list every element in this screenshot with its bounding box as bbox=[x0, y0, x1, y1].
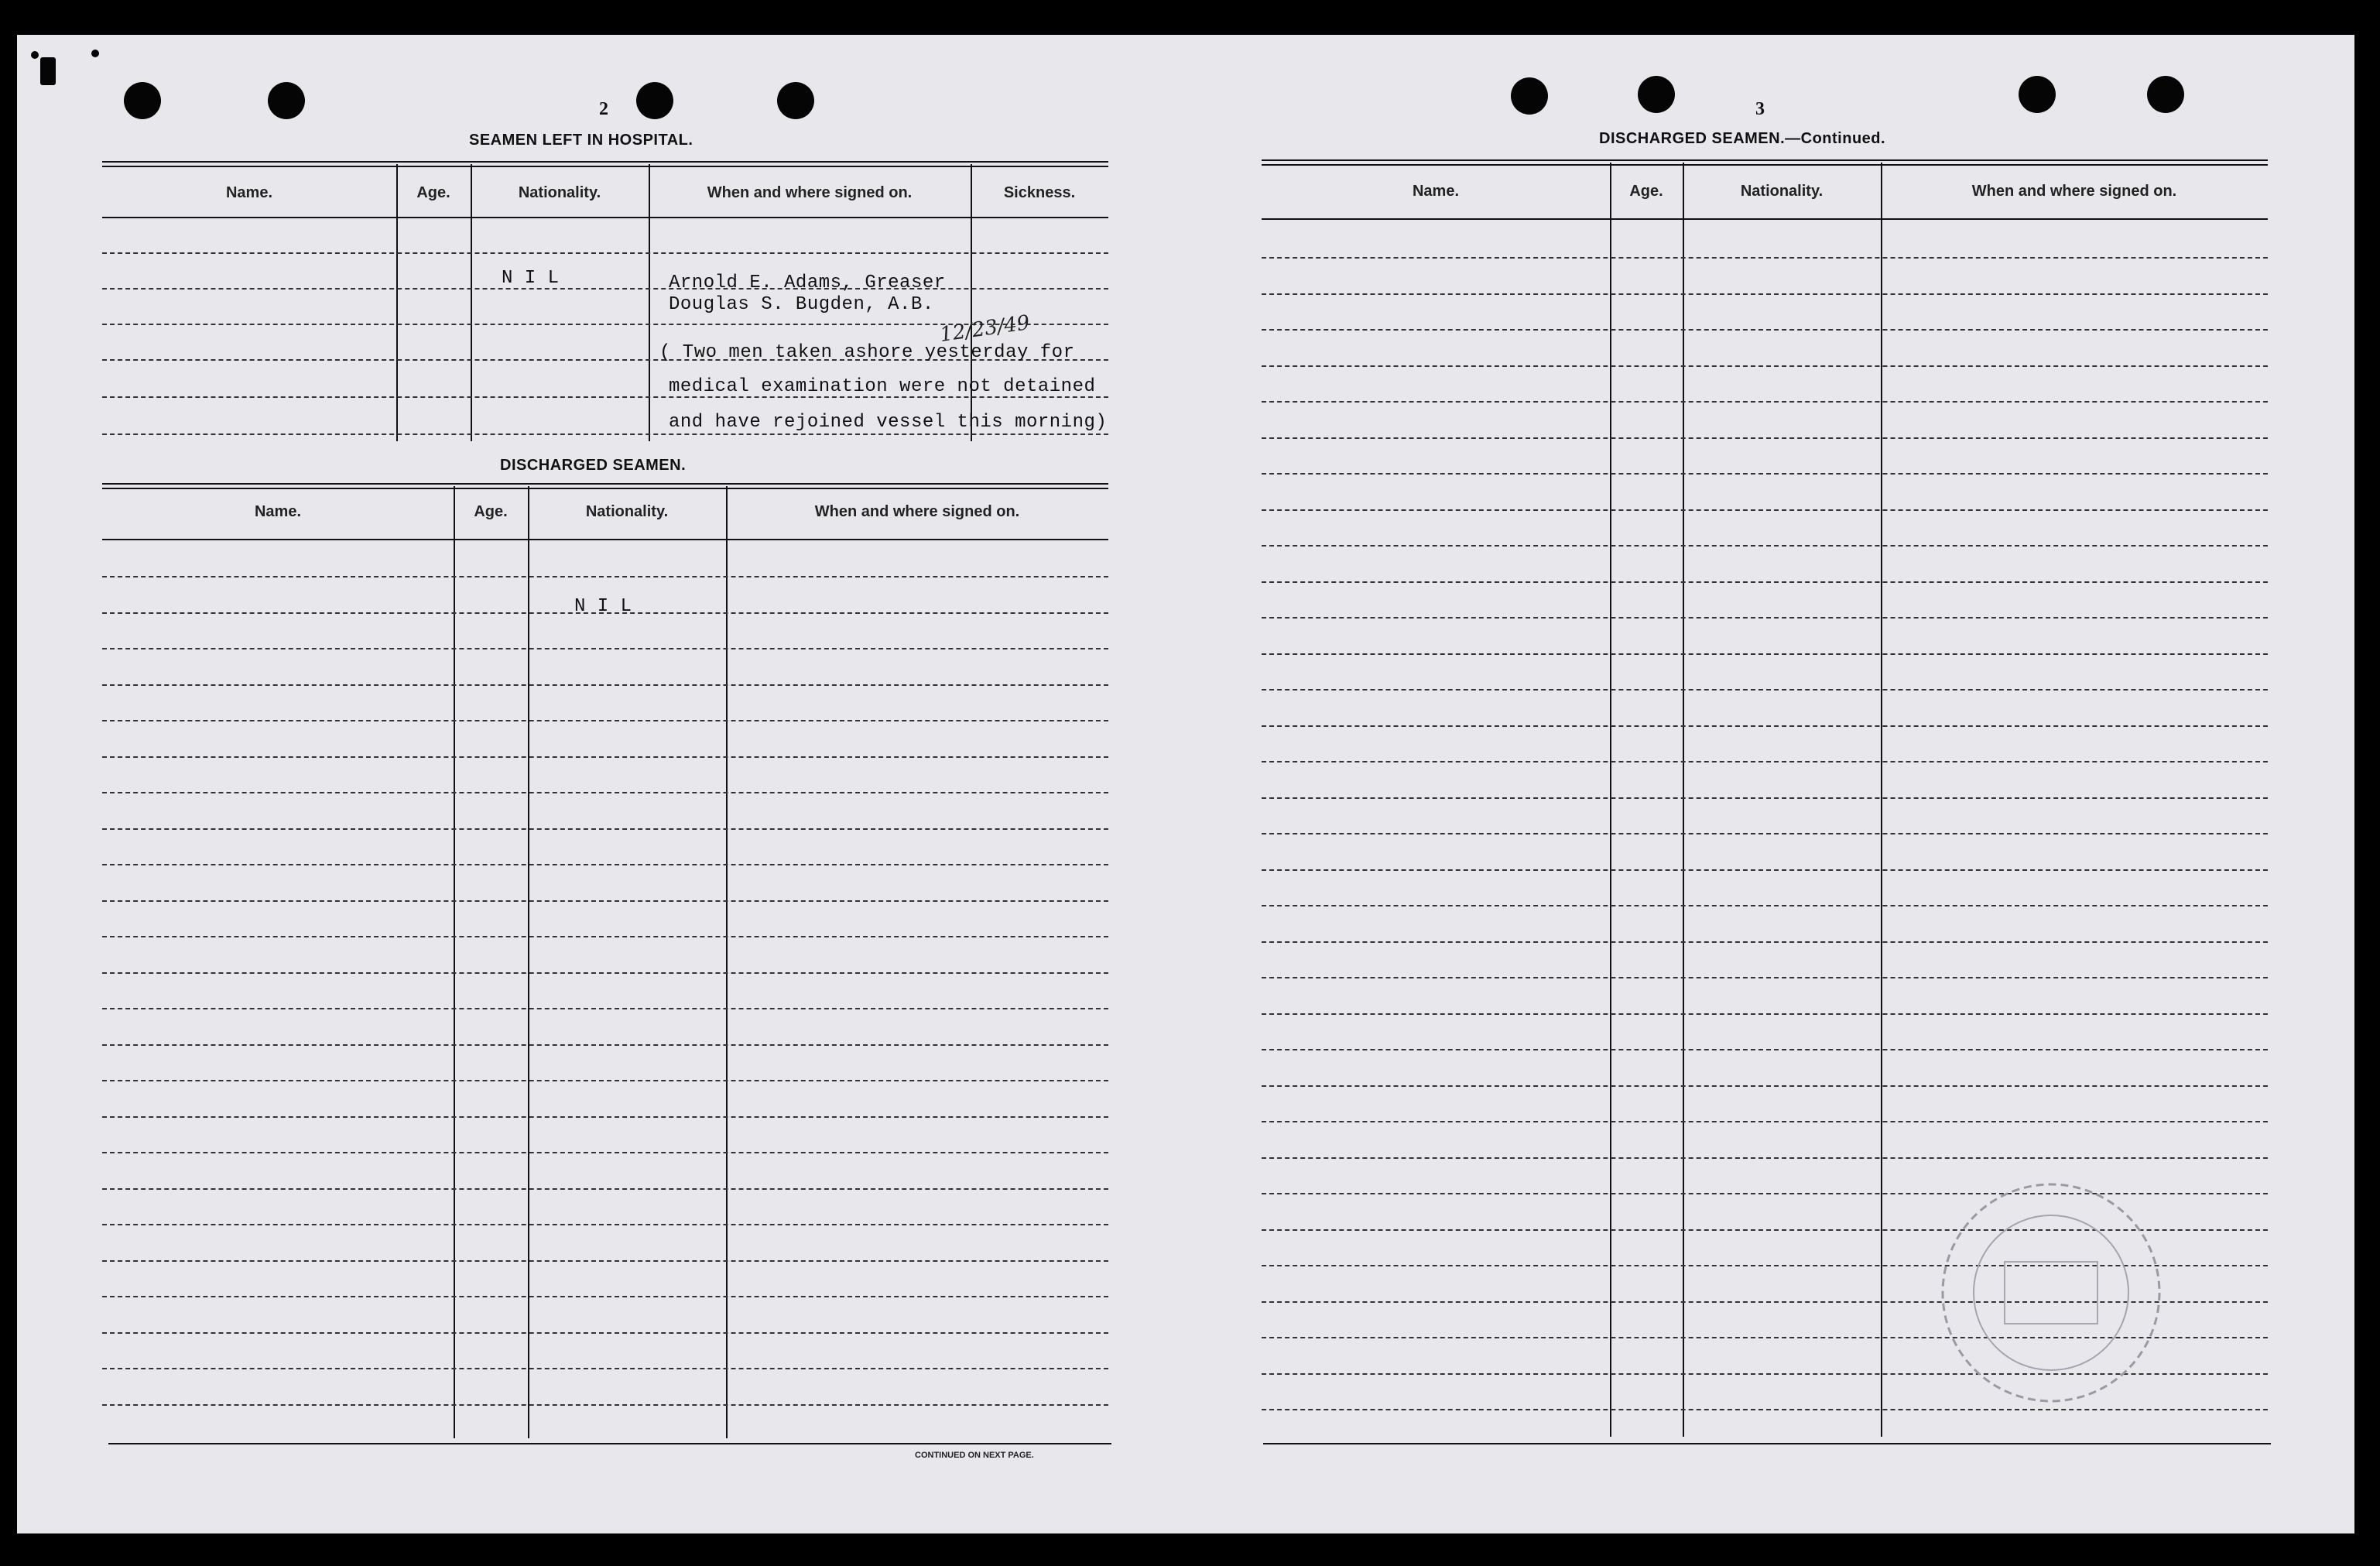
hospital-col-divider bbox=[649, 164, 650, 441]
discharged-col-name: Name. bbox=[254, 503, 302, 520]
row-line bbox=[102, 900, 1108, 902]
row-line bbox=[1262, 1121, 2268, 1122]
hospital-entry-line: medical examination were not detained bbox=[669, 376, 1096, 397]
punch-hole bbox=[636, 82, 673, 119]
row-line bbox=[102, 576, 1108, 577]
right-col-divider bbox=[1683, 163, 1684, 1437]
punch-hole bbox=[1511, 77, 1548, 115]
right-bottom-rule bbox=[1263, 1443, 2271, 1444]
hospital-section-title: SEAMEN LEFT IN HOSPITAL. bbox=[469, 132, 693, 149]
discharged-top-rule bbox=[102, 483, 1108, 489]
continued-footer: CONTINUED ON NEXT PAGE. bbox=[915, 1451, 1034, 1460]
row-line bbox=[102, 1404, 1108, 1406]
row-line bbox=[102, 720, 1108, 721]
right-col-nationality: Nationality. bbox=[1740, 183, 1824, 200]
row-line bbox=[102, 1368, 1108, 1369]
hospital-row-line bbox=[102, 288, 1108, 290]
hospital-nationality-value: N I L bbox=[502, 268, 560, 289]
right-section-title: DISCHARGED SEAMEN.—Continued. bbox=[1599, 130, 1886, 147]
row-line bbox=[1262, 689, 2268, 690]
row-line bbox=[102, 1152, 1108, 1153]
right-top-rule bbox=[1262, 159, 2268, 166]
row-line bbox=[1262, 797, 2268, 799]
binder-mark bbox=[91, 50, 99, 57]
row-line bbox=[1262, 905, 2268, 906]
row-line bbox=[1262, 437, 2268, 439]
hospital-top-rule bbox=[102, 161, 1108, 167]
row-line bbox=[102, 648, 1108, 649]
row-line bbox=[102, 1296, 1108, 1297]
row-line bbox=[1262, 1049, 2268, 1050]
receipt-stamp bbox=[1919, 1177, 2183, 1409]
hospital-entry-line: ( Two men taken ashore yesterday for bbox=[659, 342, 1075, 363]
right-col-age: Age. bbox=[1629, 183, 1663, 200]
punch-hole bbox=[2147, 76, 2184, 113]
right-header-rule bbox=[1262, 218, 2268, 220]
row-line bbox=[102, 1224, 1108, 1225]
row-line bbox=[1262, 833, 2268, 834]
hospital-col-divider bbox=[396, 164, 398, 441]
row-line bbox=[102, 684, 1108, 686]
discharged-header-rule bbox=[102, 539, 1108, 540]
row-line bbox=[102, 1116, 1108, 1118]
hospital-col-divider bbox=[471, 164, 472, 441]
hospital-col-age: Age. bbox=[416, 184, 450, 201]
hospital-col-nationality: Nationality. bbox=[518, 184, 601, 201]
row-line bbox=[1262, 977, 2268, 978]
right-col-name: Name. bbox=[1412, 183, 1460, 200]
row-line bbox=[1262, 941, 2268, 943]
row-line bbox=[1262, 545, 2268, 547]
row-line bbox=[1262, 617, 2268, 619]
row-line bbox=[1262, 653, 2268, 655]
row-line bbox=[102, 792, 1108, 793]
row-line bbox=[1262, 293, 2268, 295]
right-col-when-where: When and where signed on. bbox=[1971, 183, 2177, 200]
binder-mark bbox=[40, 57, 56, 85]
hospital-row-line bbox=[102, 433, 1108, 435]
hospital-row-line bbox=[102, 252, 1108, 254]
row-line bbox=[1262, 509, 2268, 511]
row-line bbox=[1262, 725, 2268, 727]
discharged-section-title: DISCHARGED SEAMEN. bbox=[500, 457, 687, 474]
row-line bbox=[1262, 257, 2268, 259]
row-line bbox=[1262, 365, 2268, 367]
row-line bbox=[102, 756, 1108, 758]
row-line bbox=[1262, 1409, 2268, 1410]
discharged-col-when-where: When and where signed on. bbox=[814, 503, 1020, 520]
hospital-col-name: Name. bbox=[225, 184, 273, 201]
punch-hole bbox=[124, 82, 161, 119]
hospital-col-divider bbox=[971, 164, 972, 441]
right-col-divider bbox=[1610, 163, 1611, 1437]
row-line bbox=[1262, 1157, 2268, 1159]
row-line bbox=[1262, 1013, 2268, 1015]
page-number-right: 3 bbox=[1755, 99, 1765, 119]
page-number-left: 2 bbox=[599, 99, 608, 119]
row-line bbox=[102, 1008, 1108, 1009]
row-line bbox=[1262, 869, 2268, 871]
punch-hole bbox=[777, 82, 814, 119]
row-line bbox=[102, 1332, 1108, 1334]
handwritten-date: 12/23/49 bbox=[938, 311, 1032, 347]
punch-hole bbox=[2019, 76, 2056, 113]
hospital-header-rule bbox=[102, 217, 1108, 218]
row-line bbox=[102, 864, 1108, 865]
binder-mark bbox=[31, 51, 39, 59]
row-line bbox=[1262, 761, 2268, 762]
discharged-col-nationality: Nationality. bbox=[585, 503, 669, 520]
hospital-entry-line: and have rejoined vessel this morning) bbox=[669, 412, 1108, 433]
row-line bbox=[102, 1080, 1108, 1081]
row-line bbox=[102, 828, 1108, 830]
row-line bbox=[102, 1188, 1108, 1190]
left-bottom-rule bbox=[108, 1443, 1111, 1444]
row-line bbox=[1262, 329, 2268, 331]
right-col-divider bbox=[1881, 163, 1882, 1437]
row-line bbox=[1262, 1085, 2268, 1087]
hospital-col-when-where: When and where signed on. bbox=[707, 184, 913, 201]
hospital-entry-line: Douglas S. Bugden, A.B. bbox=[669, 294, 934, 315]
hospital-entry-line: Arnold E. Adams, Greaser bbox=[669, 272, 946, 293]
hospital-col-sickness: Sickness. bbox=[1003, 184, 1076, 201]
row-line bbox=[102, 936, 1108, 937]
row-line bbox=[102, 1260, 1108, 1262]
discharged-col-age: Age. bbox=[474, 503, 508, 520]
discharged-nationality-value: N I L bbox=[574, 596, 632, 617]
row-line bbox=[1262, 473, 2268, 475]
row-line bbox=[102, 972, 1108, 974]
punch-hole bbox=[268, 82, 305, 119]
row-line bbox=[1262, 581, 2268, 583]
row-line bbox=[102, 1044, 1108, 1046]
row-line bbox=[1262, 401, 2268, 403]
punch-hole bbox=[1638, 76, 1675, 113]
